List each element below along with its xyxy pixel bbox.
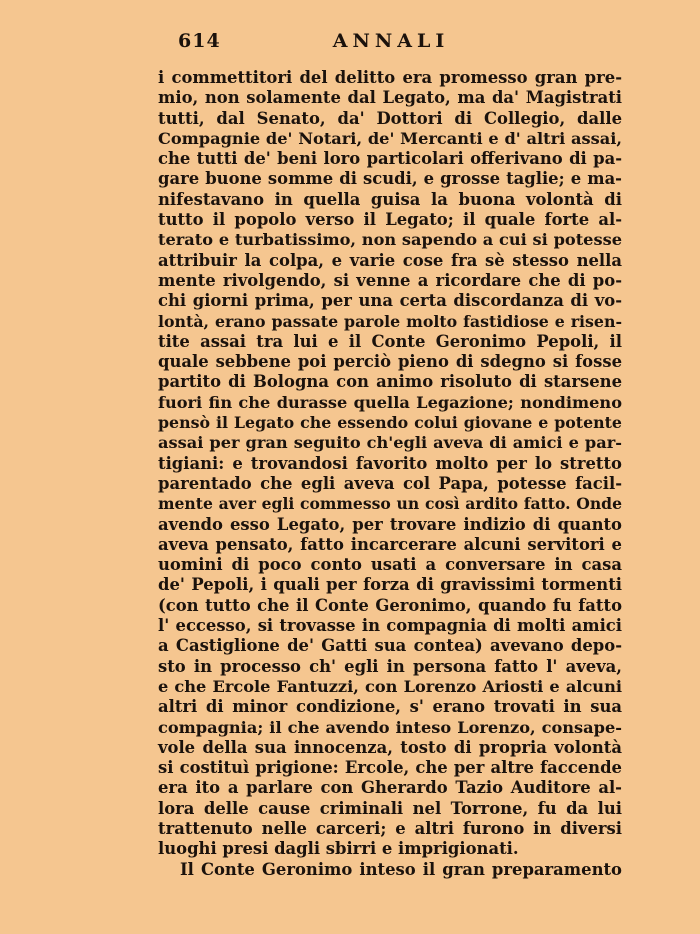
- text-line: fuori fin che durasse quella Legazione; nondimeno: [158, 392, 622, 412]
- paragraph-start-line: Il Conte Geronimo inteso il gran preparamento: [180, 859, 622, 879]
- text-line: tigiani: e trovandosi favorito molto per lo stretto: [158, 453, 622, 473]
- text-line: che tutti de' beni loro particolari offerivano di pa-: [158, 149, 622, 169]
- text-line: lora delle cause criminali nel Torrone, fu da lui: [158, 798, 622, 818]
- text-line: tutti, dal Senato, da' Dottori di Collegio, dalle: [158, 108, 622, 128]
- text-line: uomini di poco conto usati a conversare in casa: [158, 555, 622, 575]
- page-header: [160, 30, 622, 60]
- text-line: tite assai tra lui e il Conte Geronimo Pepoli, il: [158, 331, 622, 351]
- text-line: si costituì prigione: Ercole, che per altre faccende: [158, 758, 622, 778]
- text-line: mente aver egli commesso un così ardito fatto. Onde: [158, 494, 622, 514]
- text-line: assai per gran seguito ch'egli aveva di amici e par-: [158, 433, 622, 453]
- text-line: a Castiglione de' Gatti sua contea) avevano depo-: [158, 636, 622, 656]
- text-line: avendo esso Legato, per trovare indizio di quanto: [158, 514, 622, 534]
- text-line: chi giorni prima, per una certa discordanza di vo-: [158, 291, 622, 311]
- text-line: (con tutto che il Conte Geronimo, quando fu fatto: [158, 595, 622, 615]
- text-line: altri di minor condizione, s' erano trovati in sua: [158, 697, 622, 717]
- text-line: pensò il Legato che essendo colui giovane e potente: [158, 413, 622, 433]
- text-line: vole della sua innocenza, tosto di propria volontà: [158, 737, 622, 757]
- text-line: era ito a parlare con Gherardo Tazio Auditore al-: [158, 778, 622, 798]
- body-text: [158, 68, 622, 880]
- text-line: mio, non solamente dal Legato, ma da' Magistrati: [158, 88, 622, 108]
- text-line: Compagnie de' Notari, de' Mercanti e d' altri assai,: [158, 128, 622, 148]
- text-line: de' Pepoli, i quali per forza di gravissimi tormenti: [158, 575, 622, 595]
- text-line: aveva pensato, fatto incarcerare alcuni servitori e: [158, 534, 622, 554]
- text-line: mente rivolgendo, si venne a ricordare che di po-: [158, 270, 622, 290]
- text-line: attribuir la colpa, e varie cose fra sè stesso nella: [158, 250, 622, 270]
- text-line: sto in processo ch' egli in persona fatto l' aveva,: [158, 656, 622, 676]
- text-line: e che Ercole Fantuzzi, con Lorenzo Ariosti e alcuni: [158, 676, 622, 696]
- text-line: l' eccesso, si trovasse in compagnia di molti amici: [158, 616, 622, 636]
- text-line: trattenuto nelle carceri; e altri furono in diversi: [158, 818, 622, 838]
- text-line: i commettitori del delitto era promesso gran pre-: [158, 68, 622, 87]
- text-line: quale sebbene poi perciò pieno di sdegno si fosse: [158, 352, 622, 372]
- text-line: compagnia; il che avendo inteso Lorenzo, consape-: [158, 717, 622, 737]
- text-line: terato e turbatissimo, non sapendo a cui si potesse: [158, 230, 622, 250]
- text-line: parentado che egli aveva col Papa, potesse facil-: [158, 473, 622, 493]
- running-title: ANNALI: [332, 30, 450, 52]
- text-line: partito di Bologna con animo risoluto di starsene: [158, 372, 622, 392]
- text-line: gare buone somme di scudi, e grosse taglie; e ma-: [158, 169, 622, 189]
- text-line: tutto il popolo verso il Legato; il quale forte al-: [158, 210, 622, 230]
- paragraph-end-line: luoghi presi dagli sbirri e imprigionati.: [158, 839, 519, 859]
- page-number: 614: [178, 30, 221, 52]
- text-line: nifestavano in quella guisa la buona volontà di: [158, 189, 622, 209]
- text-line: lontà, erano passate parole molto fastidiose e risen-: [158, 311, 622, 331]
